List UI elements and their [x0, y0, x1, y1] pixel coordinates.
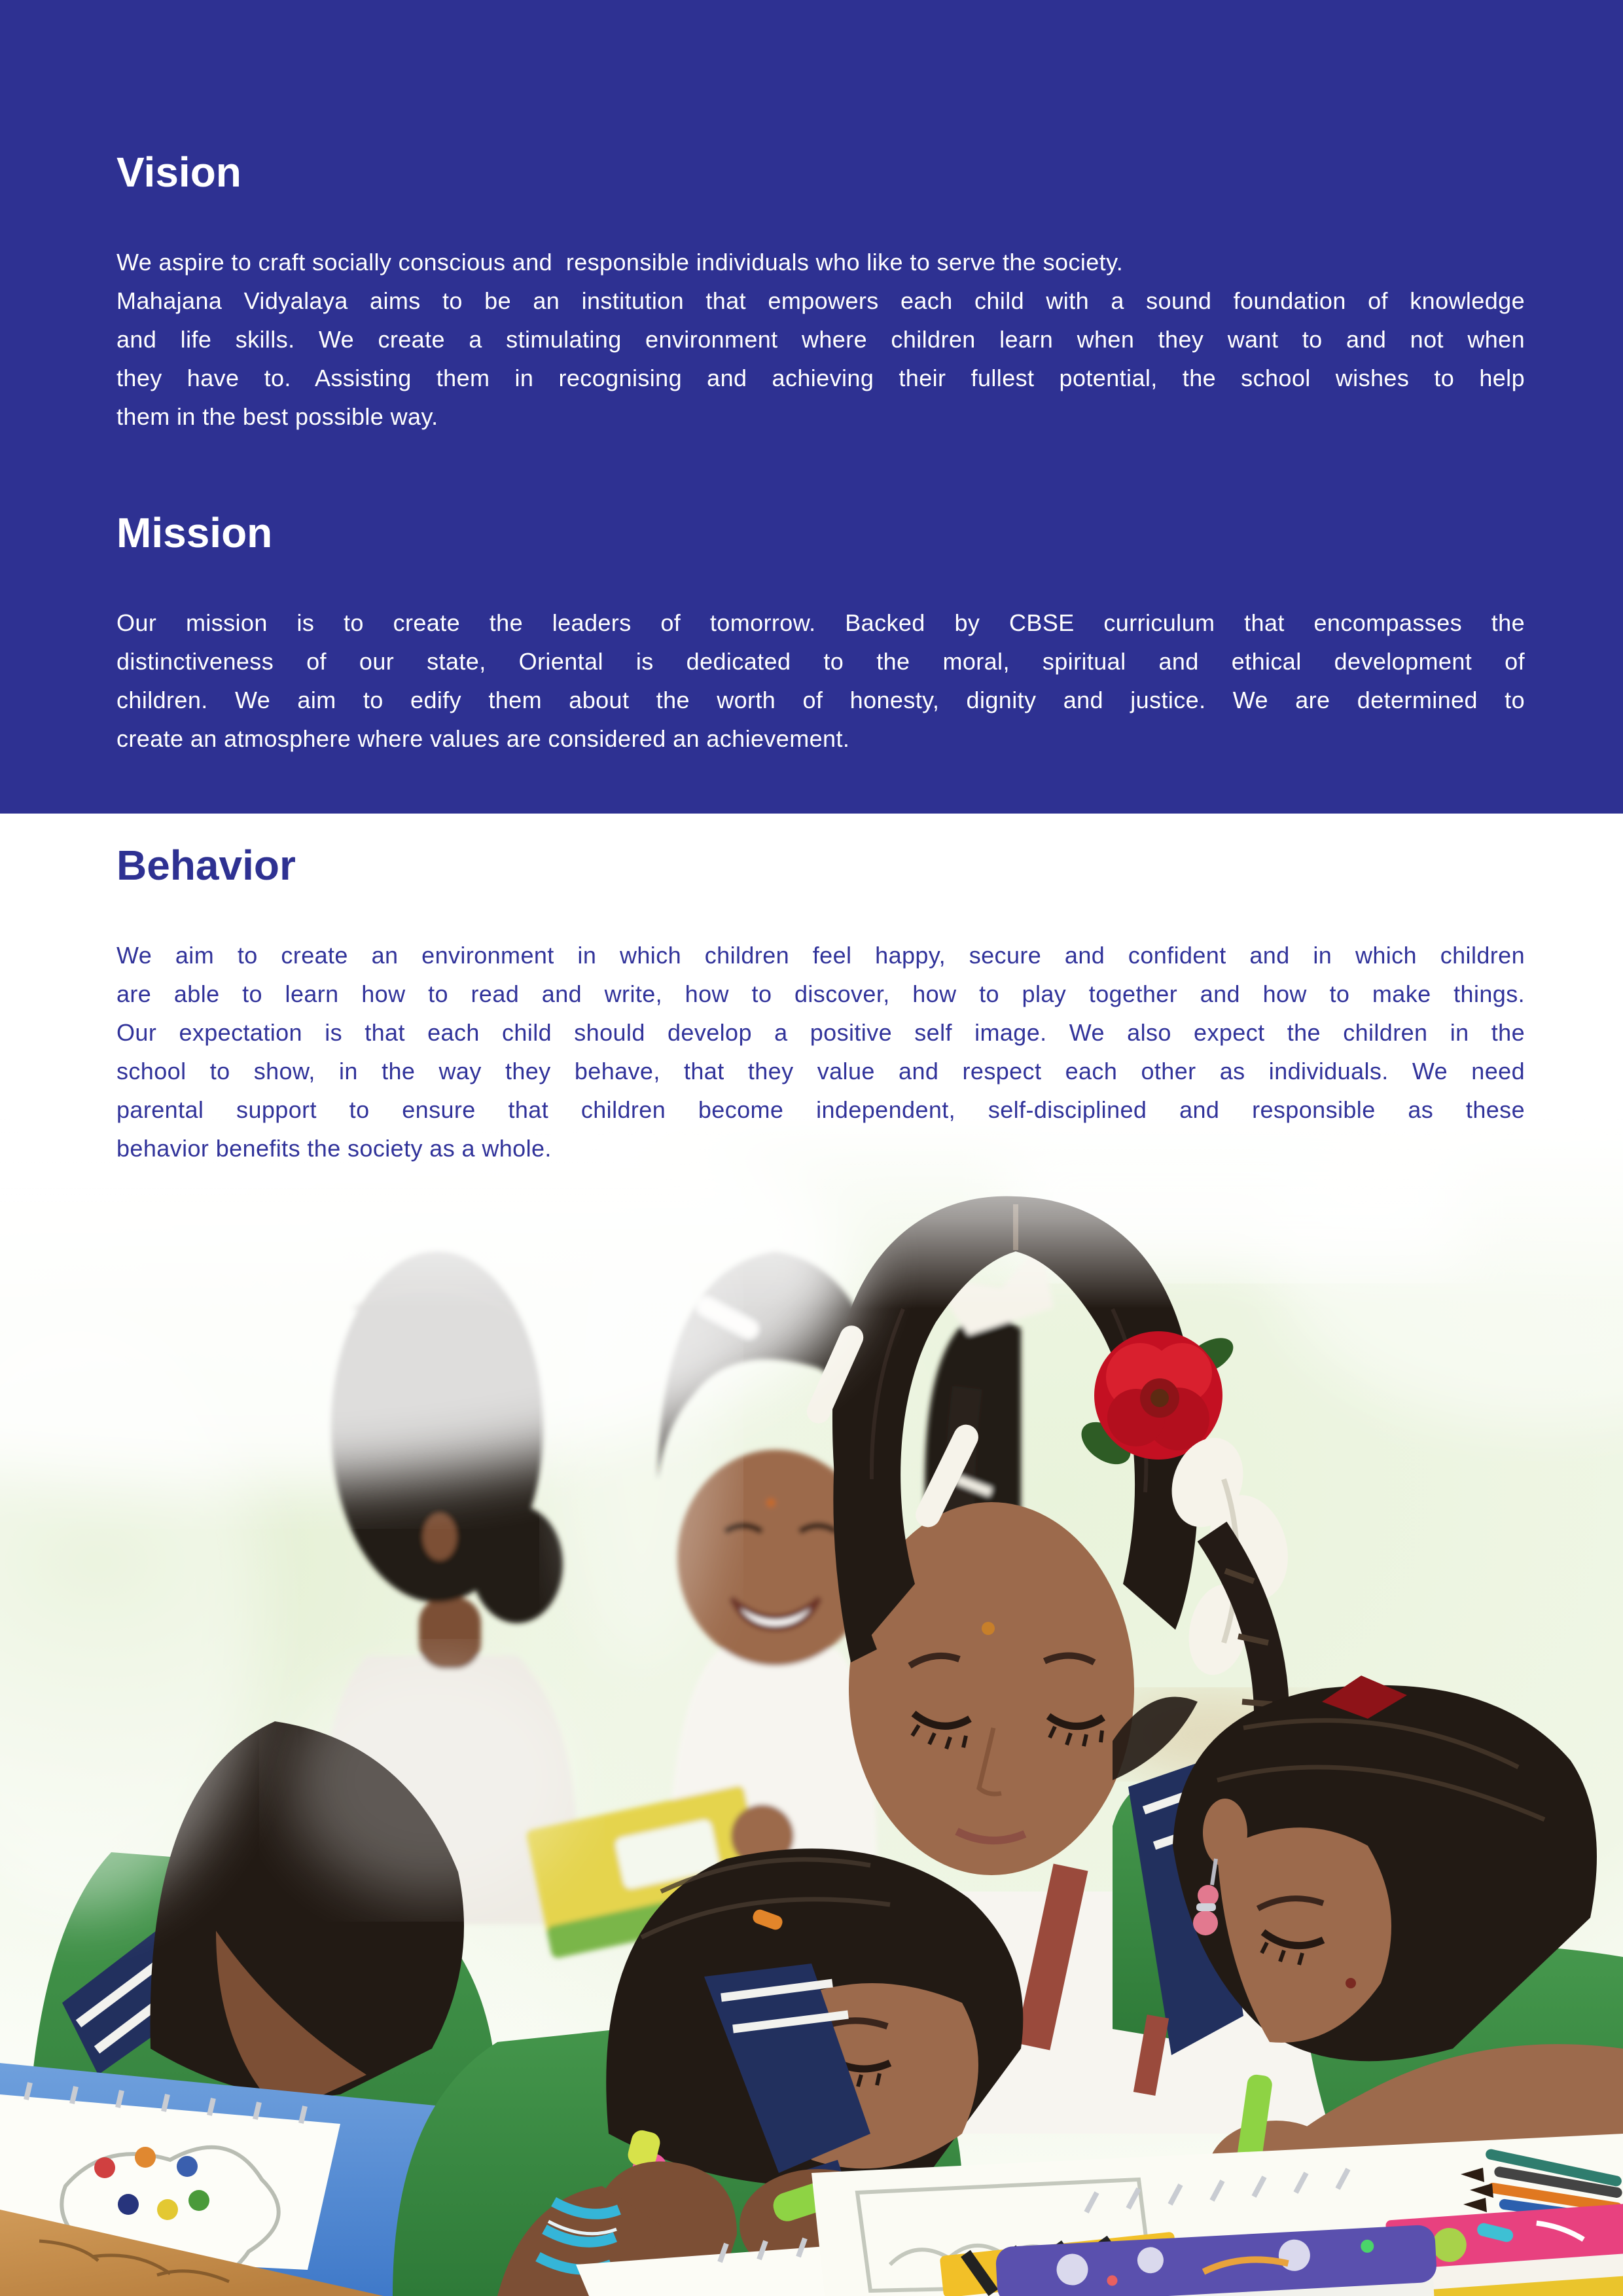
behavior-line: behavior benefits the society as a whole. [116, 1135, 552, 1162]
behavior-line: We aim to create an environment in which children feel happy, secure and confident and in which children [116, 942, 1525, 969]
bindi [982, 1622, 995, 1635]
mission-line: children. We aim to edify them about the worth of honesty, dignity and justice. We are determined to [116, 687, 1525, 713]
bindi [766, 1498, 776, 1507]
behavior-line: school to show, in the way they behave, that they value and respect each other as individuals. We need [116, 1058, 1525, 1085]
pink-earring [1198, 1885, 1219, 1906]
behavior-line: are able to learn how to read and write, how to discover, how to play together and how to make things. [116, 980, 1525, 1007]
behavior-line: parental support to ensure that children become independent, self-disciplined and responsible as these [116, 1096, 1525, 1123]
bindi [1346, 1978, 1356, 1988]
vision-line: them in the best possible way. [116, 403, 438, 430]
mission-line: Our mission is to create the leaders of tomorrow. Backed by CBSE curriculum that encompasses the [116, 609, 1525, 636]
mission-heading: Mission [116, 509, 273, 556]
vision-line: and life skills. We create a stimulating environment where children learn when they want to and not when [116, 326, 1525, 353]
behavior-line: Our expectation is that each child should develop a positive self image. We also expect the children in the [116, 1019, 1525, 1046]
mission-line: distinctiveness of our state, Oriental is dedicated to the moral, spiritual and ethical development of [116, 648, 1525, 675]
vision-heading: Vision [116, 149, 241, 196]
vision-line: Mahajana Vidyalaya aims to be an institution that empowers each child with a sound foundation of knowledge [116, 287, 1525, 314]
vision-line: We aspire to craft socially conscious and responsible individuals who like to serve the society. [116, 249, 1124, 276]
vision-line: they have to. Assisting them in recognising and achieving their fullest potential, the school wishes to help [116, 365, 1525, 391]
vision-mission-panel [0, 0, 1623, 814]
classroom-photo [0, 1113, 1623, 2296]
mission-line: create an atmosphere where values are considered an achievement. [116, 725, 850, 752]
behavior-heading: Behavior [116, 842, 296, 889]
